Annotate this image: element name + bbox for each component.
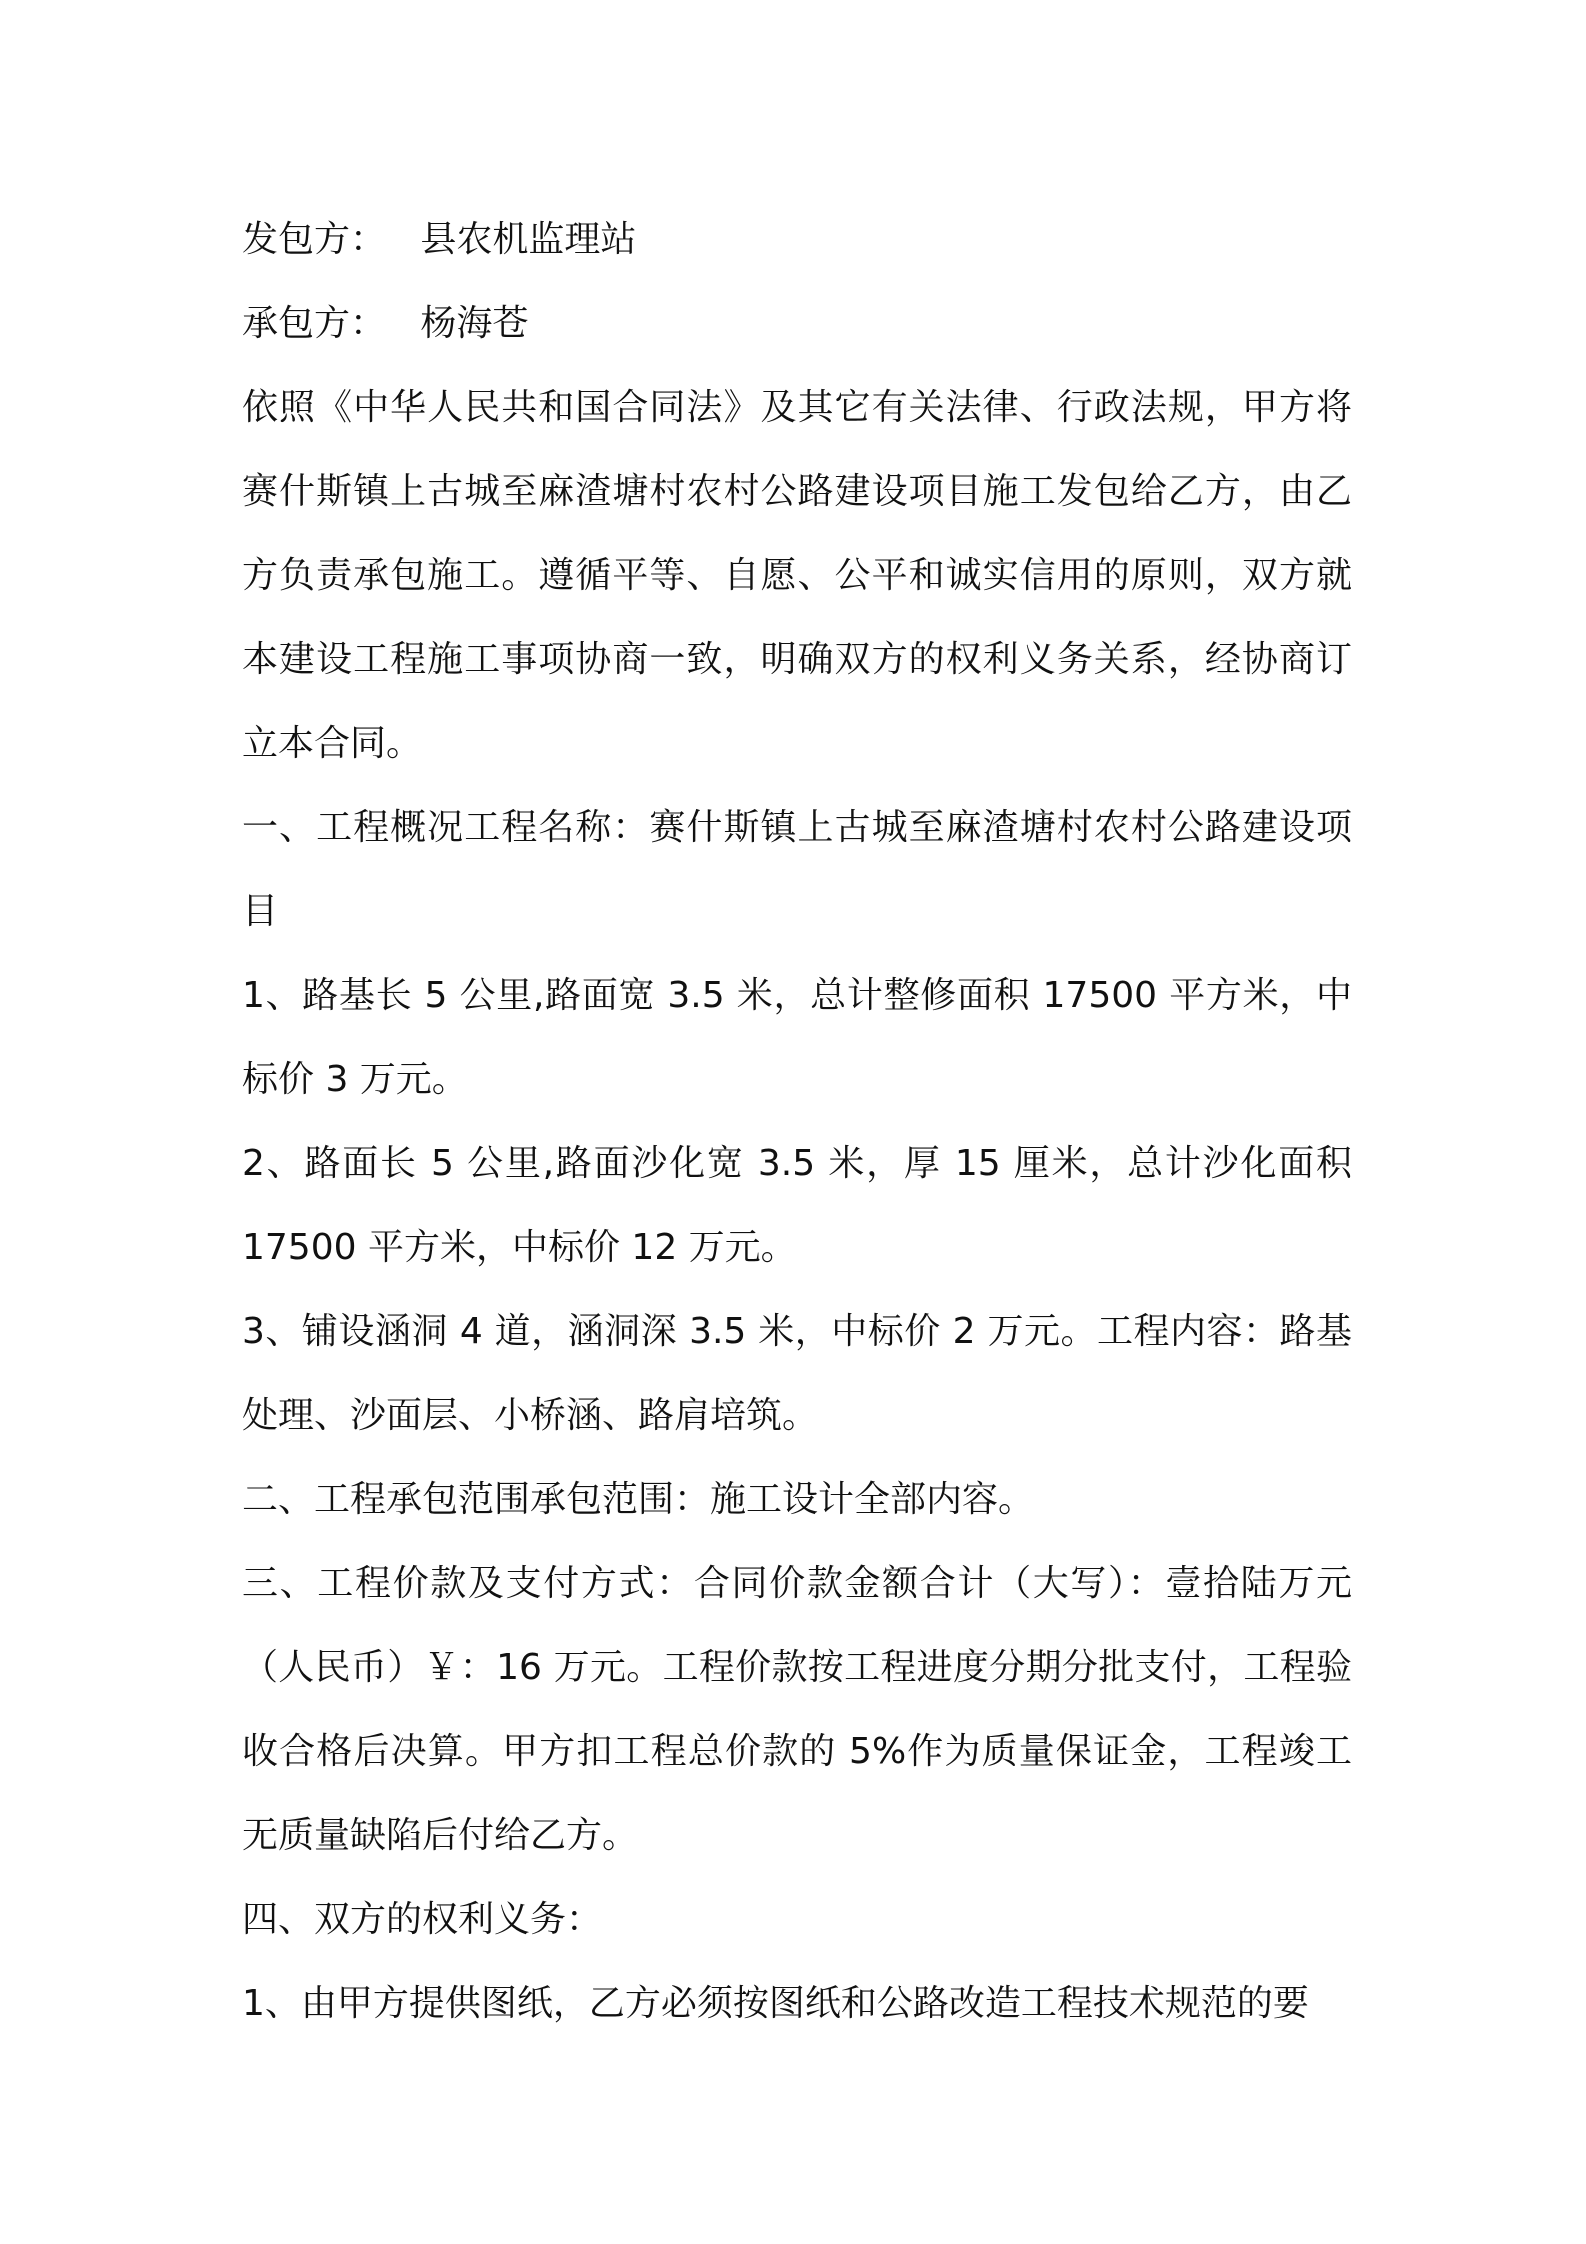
contractor-name: 杨海苍 [420, 303, 529, 344]
section-4-heading: 四、双方的权利义务： [242, 1899, 603, 1940]
contractor-label: 承包方： [242, 303, 387, 344]
employer-label: 发包方： [242, 219, 387, 260]
contractor-line [242, 282, 1352, 366]
section-1-heading: 一、工程概况工程名称：赛什斯镇上古城至麻渣塘村农村公路建设项目 [242, 807, 1352, 932]
section-1-item-1: 1、路基长 5 公里,路面宽 3.5 米，总计整修面积 17500 平方米，中标价 3 万元。 [242, 975, 1352, 1100]
employer-line [242, 198, 1352, 282]
section-4-item-1: 1、由甲方提供图纸，乙方必须按图纸和公路改造工程技术规范的要 [242, 1983, 1309, 2024]
section-3-paragraph: 三、工程价款及支付方式：合同价款金额合计（大写）：壹拾陆万元（人民币）￥：16 万元。工程价款按工程进度分期分批支付，工程验收合格后决算。甲方扣工程总价款的 5%作为质量保证金，工程竣工无质量缺陷后付给乙方。 [242, 1563, 1352, 1856]
section-1-item-2: 2、路面长 5 公里,路面沙化宽 3.5 米，厚 15 厘米，总计沙化面积 17500 平方米，中标价 12 万元。 [242, 1143, 1352, 1268]
preamble-paragraph: 依照《中华人民共和国合同法》及其它有关法律、行政法规，甲方将赛什斯镇上古城至麻渣塘村农村公路建设项目施工发包给乙方，由乙方负责承包施工。遵循平等、自愿、公平和诚实信用的原则，双方就本建设工程施工事项协商一致，明确双方的权利义务关系，经协商订立本合同。 [242, 387, 1352, 764]
section-1-item-3: 3、铺设涵洞 4 道，涵洞深 3.5 米，中标价 2 万元。工程内容：路基处理、沙面层、小桥涵、路肩培筑。 [242, 1311, 1352, 1436]
section-2-paragraph: 二、工程承包范围承包范围：施工设计全部内容。 [242, 1479, 1035, 1520]
document-body [242, 198, 1352, 2046]
employer-name: 县农机监理站 [420, 219, 637, 260]
